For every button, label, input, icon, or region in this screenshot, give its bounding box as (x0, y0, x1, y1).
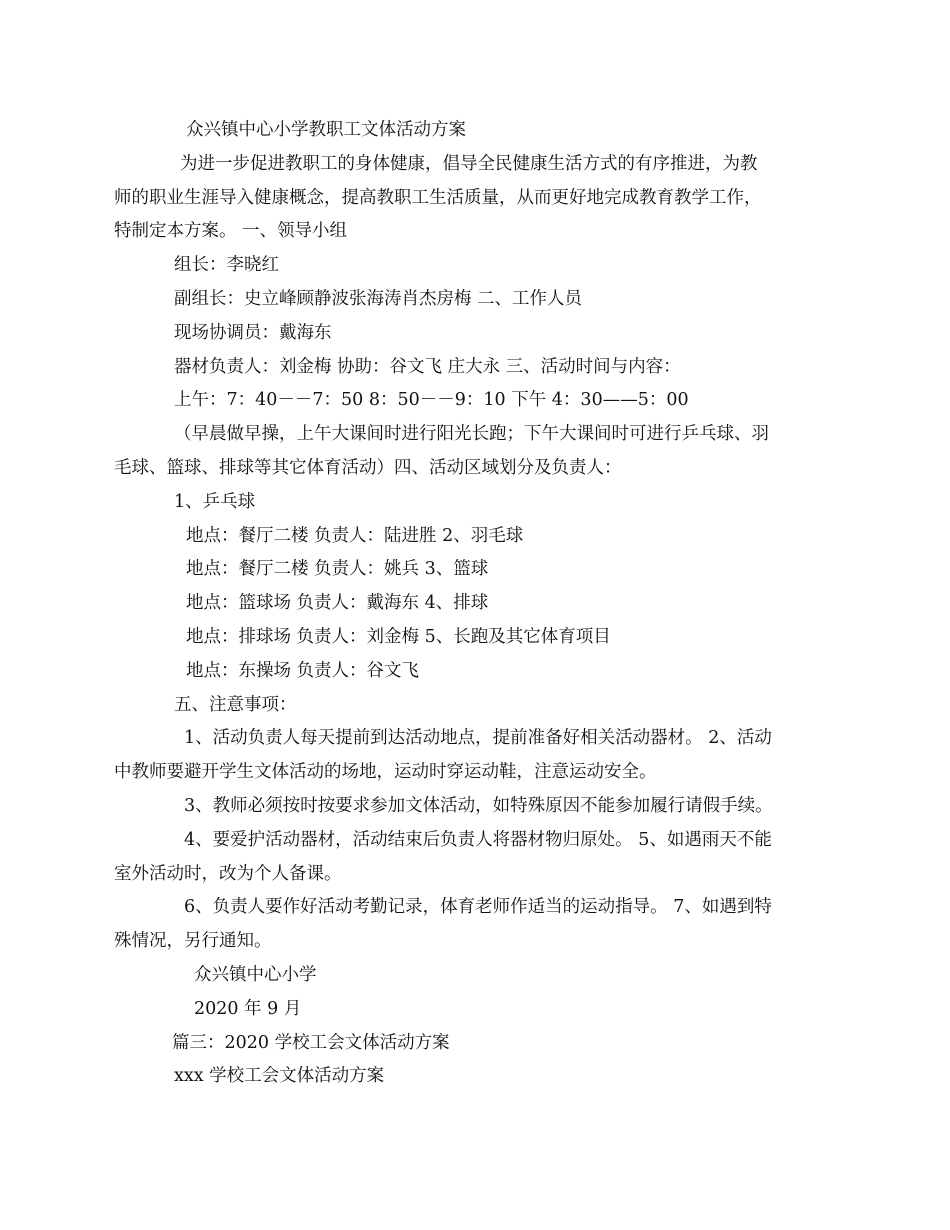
paragraph-line: 地点：篮球场 负责人：戴海东 4、排球 (186, 593, 489, 614)
paragraph-line: 毛球、篮球、排球等其它体育活动）四、活动区域划分及负责人： (114, 457, 622, 478)
paragraph-line: 地点：餐厅二楼 负责人：姚兵 3、篮球 (186, 559, 489, 580)
paragraph-line: 4、要爱护活动器材，活动结束后负责人将器材物归原处。 5、如遇雨天不能 (184, 829, 772, 850)
paragraph-line: 地点：排球场 负责人：刘金梅 5、长跑及其它体育项目 (186, 626, 611, 647)
paragraph-line: （早晨做早操，上午大课间时进行阳光长跑；下午大课间时可进行乒乓球、羽 (174, 424, 769, 445)
paragraph-line: 器材负责人：刘金梅 协助：谷文飞 庄大永 三、活动时间与内容： (174, 356, 681, 377)
paragraph-line: 中教师要避开学生文体活动的场地，运动时穿运动鞋，注意运动安全。 (114, 762, 657, 783)
paragraph-line: 上午：7：40－－7：50 8：50－－9：10 下午 4：30——5：00 (174, 390, 689, 411)
paragraph-line: 殊情况，另行通知。 (114, 931, 272, 952)
paragraph-line: 副组长：史立峰顾静波张海涛肖杰房梅 二、工作人员 (174, 288, 583, 309)
section-heading: 篇三：2020 学校工会文体活动方案 (172, 1032, 450, 1053)
paragraph-line: 1、活动负责人每天提前到达活动地点，提前准备好相关活动器材。 2、活动 (184, 728, 772, 749)
paragraph-line: 五、注意事项： (174, 694, 297, 715)
paragraph-line: 为进一步促进教职工的身体健康，倡导全民健康生活方式的有序推进，为教 (180, 153, 758, 174)
paragraph-line: 1、乒乓球 (174, 491, 256, 512)
section-heading: xxx 学校工会文体活动方案 (174, 1066, 385, 1087)
date-line: 2020 年 9 月 (194, 998, 302, 1019)
paragraph-line: 组长：李晓红 (174, 255, 279, 276)
signature-line: 众兴镇中心小学 (194, 964, 317, 985)
paragraph-line: 现场协调员：戴海东 (174, 322, 332, 343)
document-title: 众兴镇中心小学教职工文体活动方案 (186, 120, 466, 140)
paragraph-line: 地点：东操场 负责人：谷文飞 (186, 660, 420, 681)
paragraph-line: 室外活动时，改为个人备课。 (114, 863, 342, 884)
paragraph-line: 师的职业生涯导入健康概念，提高教职工生活质量，从而更好地完成教育教学工作， (114, 187, 762, 208)
paragraph-line: 3、教师必须按时按要求参加文体活动，如特殊原因不能参加履行请假手续。 (184, 795, 773, 816)
paragraph-line: 6、负责人要作好活动考勤记录，体育老师作适当的运动指导。 7、如遇到特 (184, 897, 772, 918)
paragraph-line: 特制定本方案。 一、领导小组 (114, 221, 348, 242)
paragraph-line: 地点：餐厅二楼 负责人：陆进胜 2、羽毛球 (186, 525, 524, 546)
